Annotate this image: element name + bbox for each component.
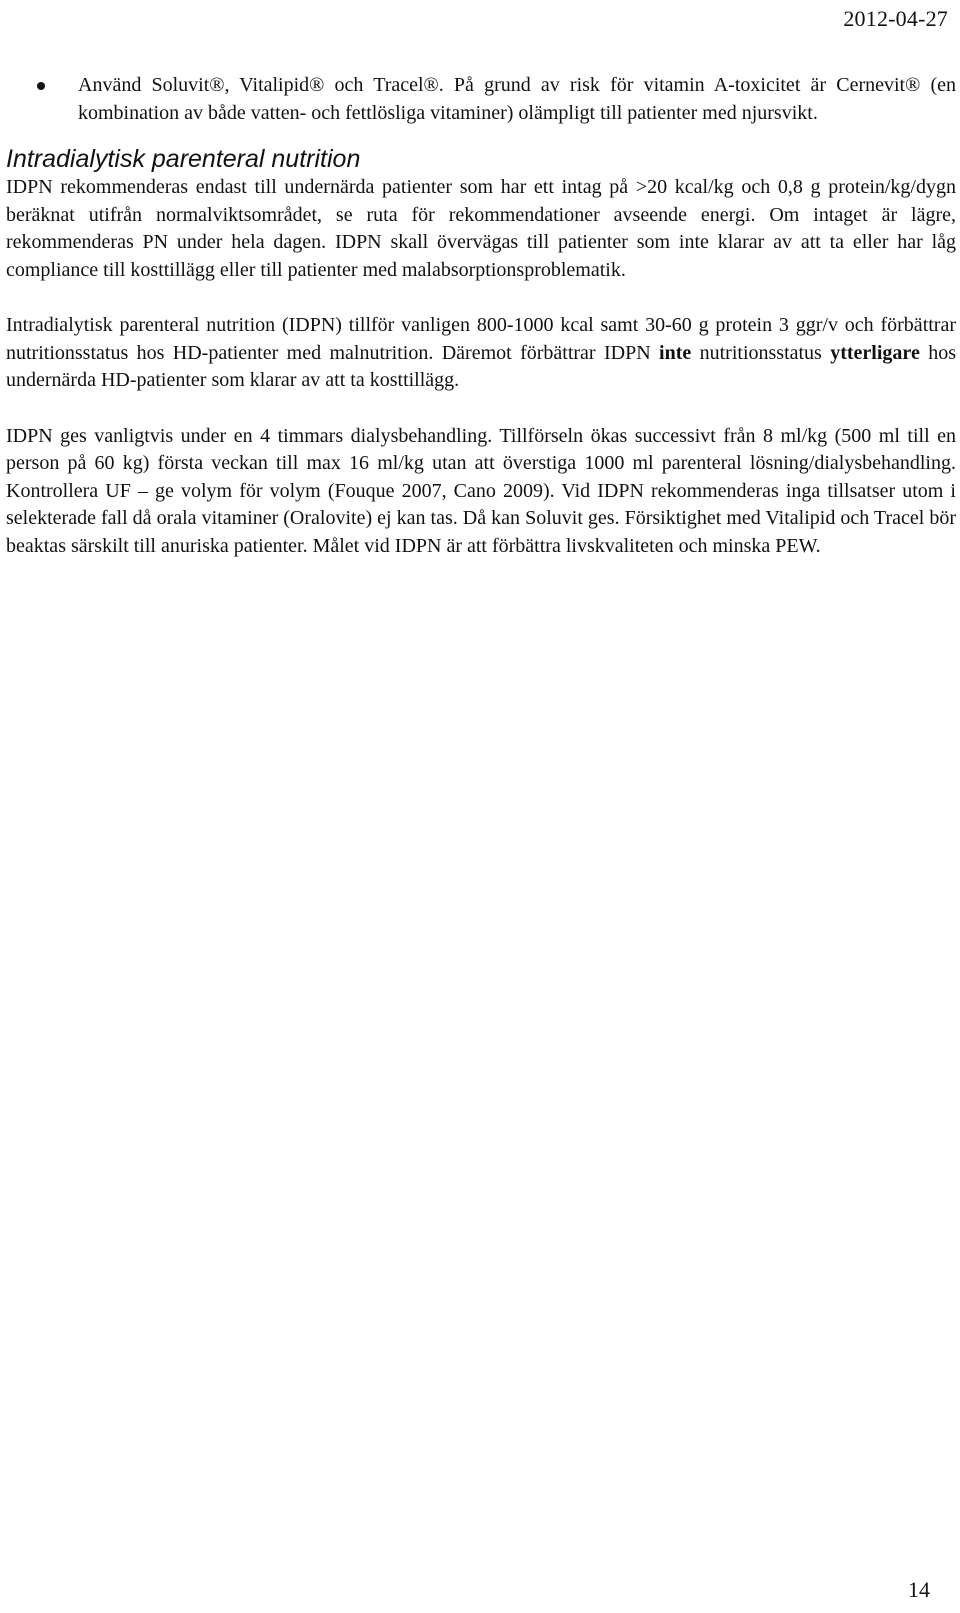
bullet-dot-icon — [37, 82, 45, 90]
paragraph-2-text-c: nutritionsstatus — [691, 341, 831, 364]
paragraph-2-text-a: Intradialytisk parenteral nutrition (IDPN) tillför vanligen 800-1000 kcal samt 30-60 g protein 3 ggr/v och förbättrar nutritionsstatus hos HD-patienter med malnutrition. Däremot förbättrar IDPN — [6, 314, 956, 364]
bullet-text: Använd Soluvit®, Vitalipid® och Tracel®. På grund av risk för vitamin A-toxicitet är Cernevit® (en kombination av både vatten- och fettlösliga vitaminer) olämpligt till patienter med njursvikt. — [78, 74, 956, 124]
paragraph-1: IDPN rekommenderas endast till undernärda patienter som har ett intag på >20 kcal/kg och 0,8 g protein/kg/dygn beräknat utifrån normalviktsområdet, se ruta för rekommendationer avseende energi. Om intaget är lägre, rekommenderas PN under hela dagen. IDPN skall övervägas till patienter som inte klarar av att ta eller har låg compliance till kosttillägg eller till patienter med malabsorptionsproblematik. — [6, 176, 956, 281]
paragraph-2-bold-inte: inte — [659, 341, 692, 364]
page-number: 14 — [908, 1577, 930, 1602]
bullet-item — [6, 72, 956, 127]
document-body — [6, 72, 956, 560]
header-date: 2012-04-27 — [843, 6, 948, 31]
paragraph-3: IDPN ges vanligtvis under en 4 timmars dialysbehandling. Tillförseln ökas successivt från 8 ml/kg (500 ml till en person på 60 kg) första veckan till max 16 ml/kg utan att överstiga 1000 ml parenteral lösning/dialysbehandling. Kontrollera UF – ge volym för volym (Fouque 2007, Cano 2009). Vid IDPN rekommenderas inga tillsatser utom i selekterade fall då orala vitaminer (Oralovite) ej kan tas. Då kan Soluvit ges. Försiktighet med Vitalipid och Tracel bör beaktas särskilt till anuriska patienter. Målet vid IDPN är att förbättra livskvaliteten och minska PEW. — [6, 424, 956, 557]
paragraph-2 — [6, 312, 956, 395]
section-heading: Intradialytisk parenteral nutrition — [6, 145, 361, 173]
paragraph-2-text-d: hos undernärda HD-patienter som klarar av att ta kosttillägg. — [6, 341, 956, 391]
paragraph-2-bold-ytterligare: ytterligare — [830, 341, 920, 364]
